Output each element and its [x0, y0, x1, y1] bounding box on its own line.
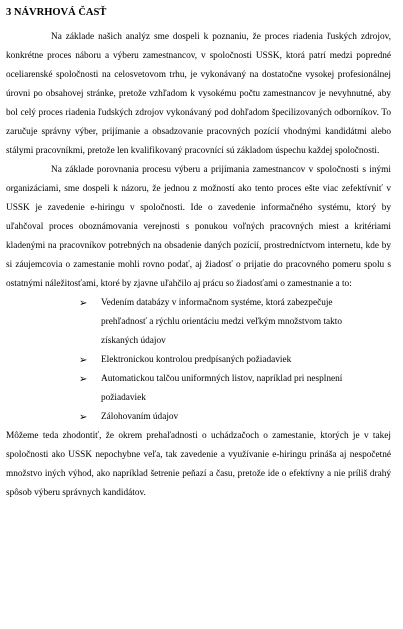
list-item	[79, 351, 391, 370]
paragraph-comparison: Na základe porovnania procesu výberu a prijímania zamestnancov v spoločnosti s inými organizáciami, sme dospeli k názoru, že jednou z možností ako tento proces ešte viac zefektívniť v USSK je zavedenie e-hiringu v spoločnosti. Ide o zavedenie informačného systému, ktorý by uľahčoval proces oboznámovania verejnosti s ponukou voľných pracovných miest a kritériami kladenými na pracovníkov potrebných na obsadenie daných pozícií, prostredníctvom internetu, kde by si záujemcovia o zamestanie mohli rovno podať, aj žiadosť o prijatie do pracovného pomeru spolu s ostatnými náležitosťami, ktoré by zjavne uľahčilo aj prácu so žiadosťami o zamestnanie a to:	[6, 165, 391, 289]
list-item	[79, 294, 391, 351]
list-item	[79, 408, 391, 427]
arrow-bullet-icon: ➢	[79, 298, 88, 309]
section-heading: 3 NÁVRHOVÁ ČASŤ	[6, 7, 107, 18]
list-item-text: Elektronickou kontrolou predpísaných požiadaviek	[101, 355, 292, 365]
arrow-bullet-icon: ➢	[79, 355, 88, 366]
list-item-text: Vedením databázy v informačnom systéme, ktorá zabezpečuje prehľadnosť a rýchlu orientáciu medzi veľkým množstvom takto získaných údajov	[101, 298, 343, 346]
paragraph-conclusion: Môžeme teda zhodontiť, že okrem prehaľadnosti o uchádzačoch o zamestanie, ktorých je v takej spoločnosti ako USSK nepochybne veľa, tak zavedenie a využívanie e-hiringu prináša aj nespočetné množstvo iných výhod, ako napríklad šetrenie peňazí a času, pretože ide o efektívny a nie príliš drahý spôsob výberu správnych kandidátov.	[6, 431, 391, 498]
arrow-bullet-icon: ➢	[79, 412, 88, 423]
document-page	[6, 6, 391, 503]
list-item-text: Zálohovaním údajov	[101, 412, 179, 422]
paragraph-analysis: Na základe našich analýz sme dospeli k poznaniu, že proces riadenia ľuských zdrojov, konkrétne proces náboru a výberu zamestnancov, v spoločnosti USSK, ktorá patrí medzi popredné oceliarenské spoločnosti na celosvetovom trhu, je vykonávaný na dostatočne vysokej profesionálnej úrovni po obsahovej stránke, pretože vzhľadom k vysokému počtu zamestnancov je nevyhnutné, aby bol celý proces riadenia ľudských zdrojov vykonávaný pod dohľadom špecilizovaných odborníkov. To zaručuje správny výber, prijímanie a obsadzovanie pracovných pozícií vhodnými kandidátmi alebo stálymi pracovníkmi, pretože len kvalifikovaný pracovníci sú základom úspechu každej spoločnosti.	[6, 32, 391, 156]
list-item	[79, 370, 391, 408]
arrow-bullet-icon: ➢	[79, 374, 88, 385]
list-item-text: Automatickou talčou uniformných listov, napríklad pri nesplnení požiadaviek	[101, 374, 343, 403]
bullet-list	[6, 294, 391, 427]
